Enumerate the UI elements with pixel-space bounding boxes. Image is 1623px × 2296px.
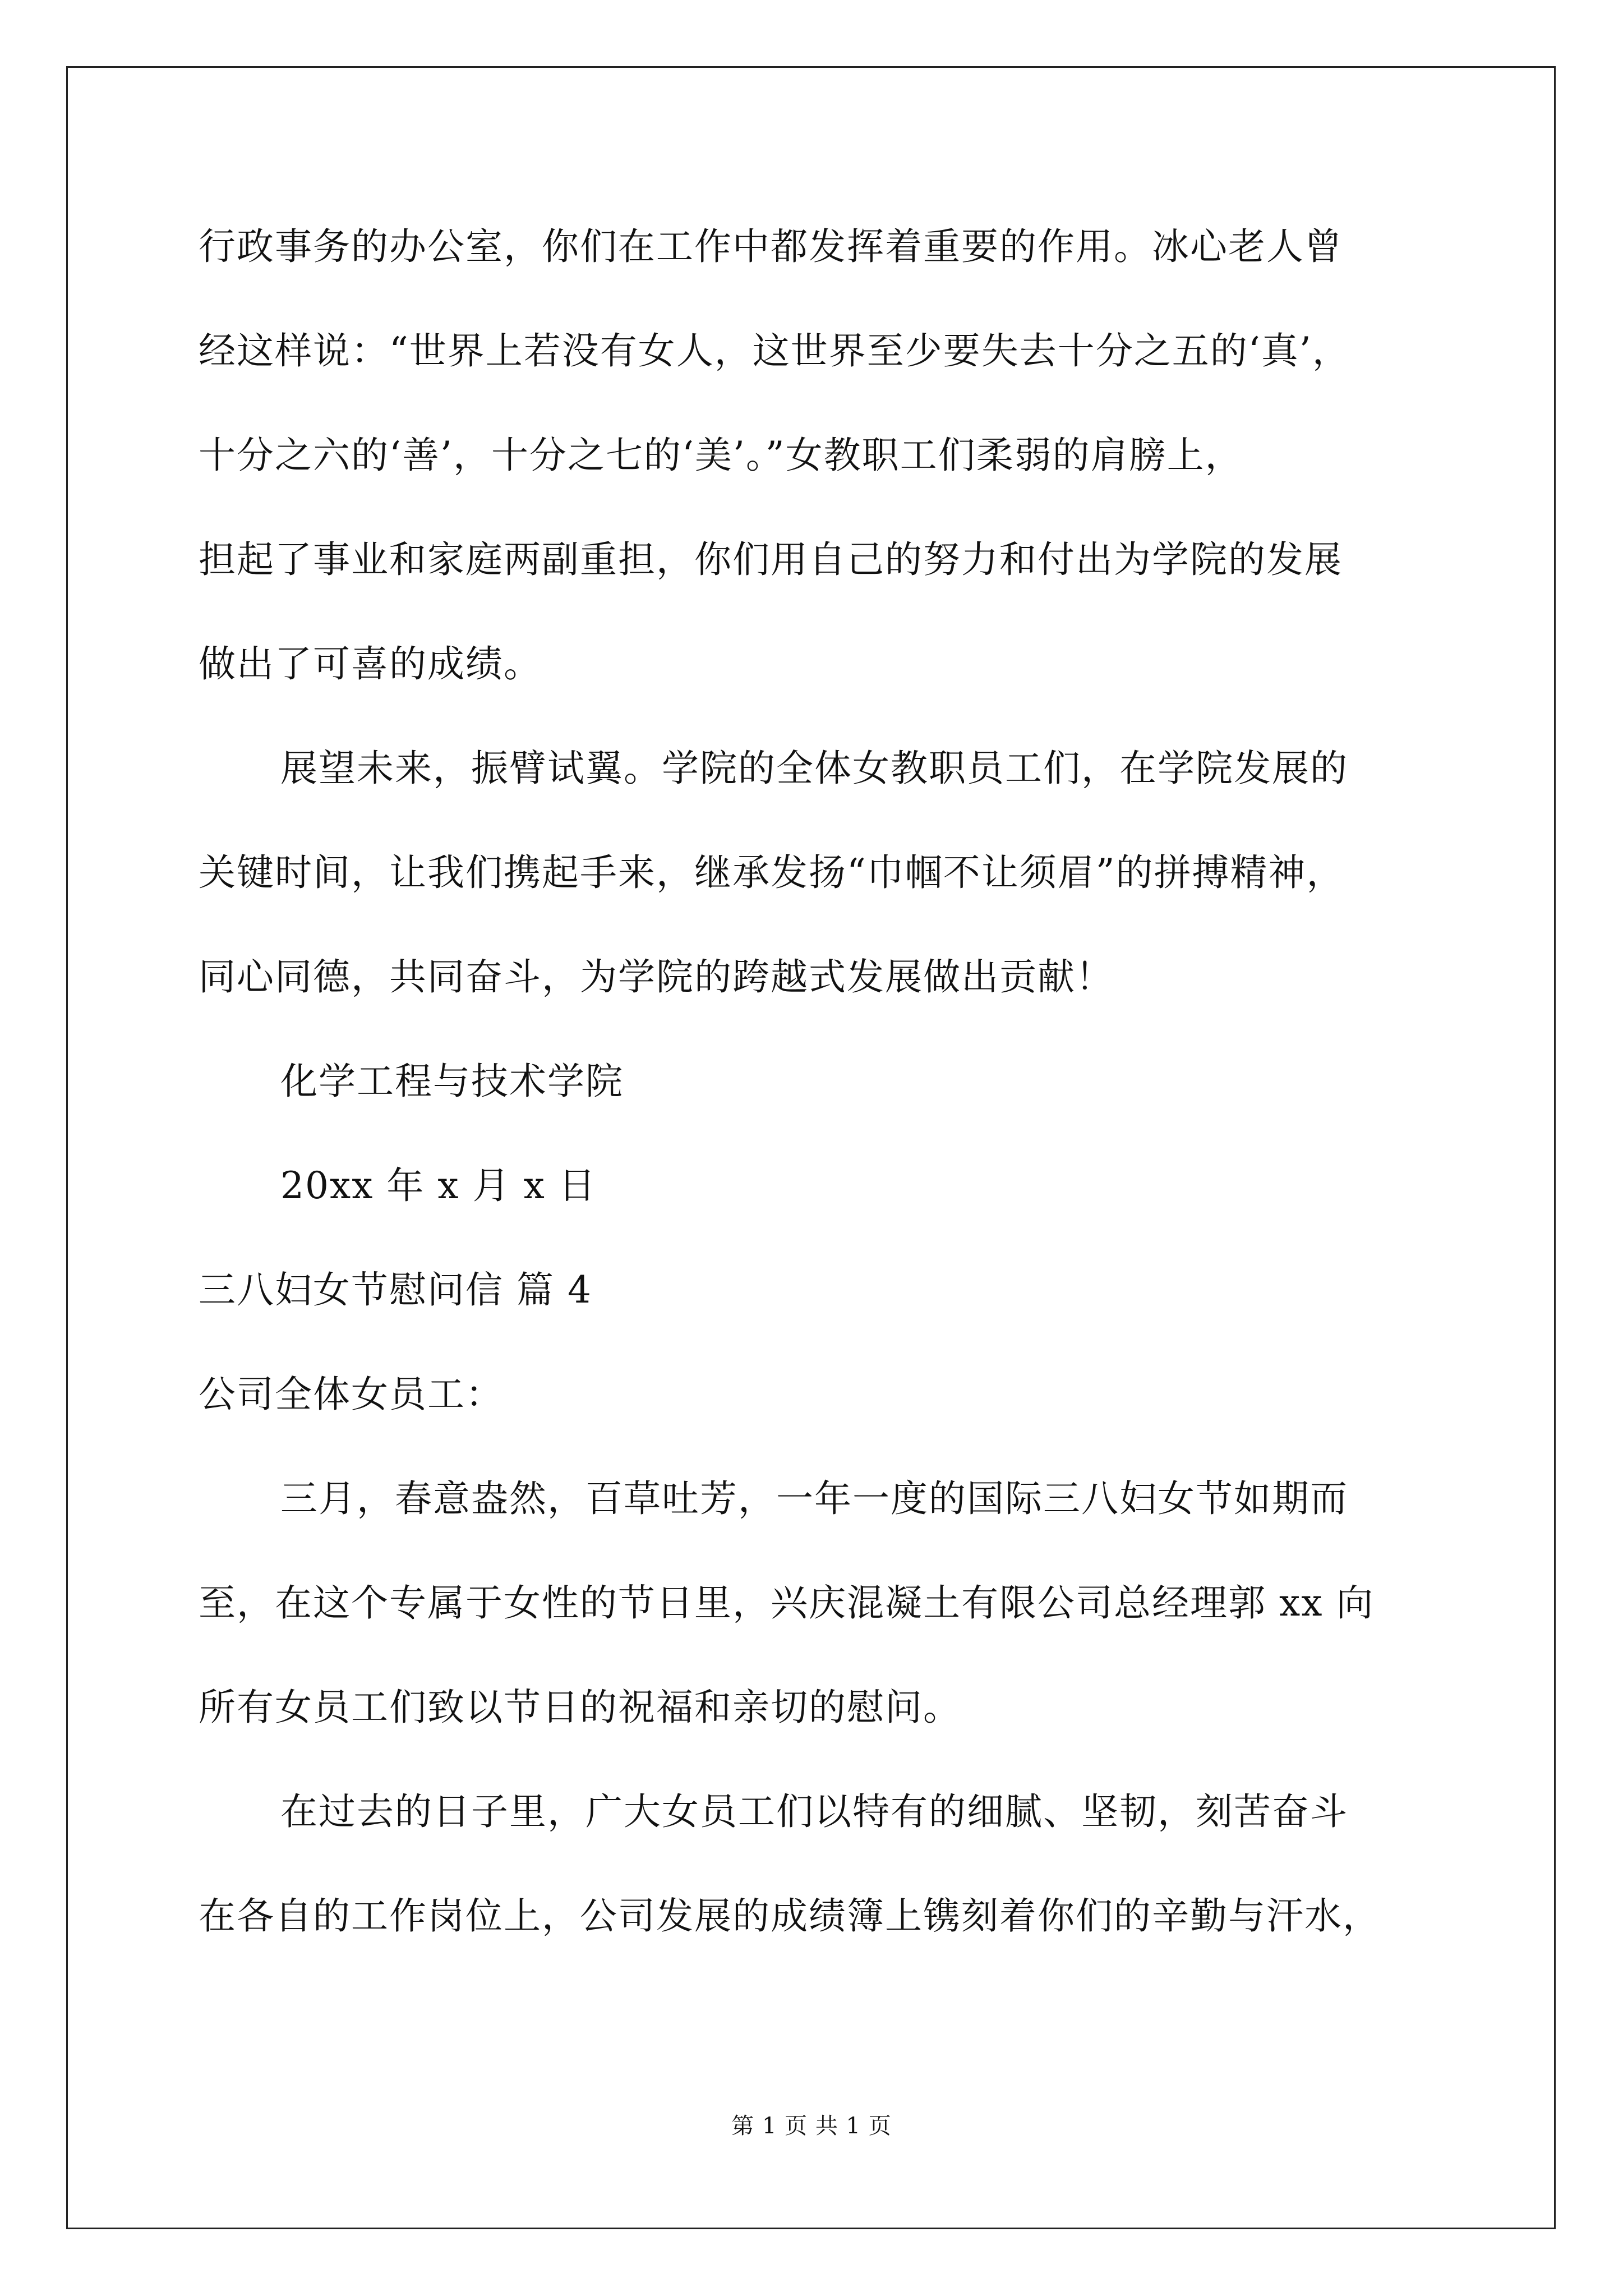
paragraph-line: 经这样说：“世界上若没有女人，这世界至少要失去十分之五的‘真’， <box>199 329 1350 372</box>
paragraph-line: 行政事务的办公室，你们在工作中都发挥着重要的作用。冰心老人曾 <box>199 225 1343 268</box>
paragraph-line: 在各自的工作岗位上，公司发展的成绩簿上镌刻着你们的辛勤与汗水， <box>199 1894 1381 1938</box>
paragraph-line: 担起了事业和家庭两副重担，你们用自己的努力和付出为学院的发展 <box>199 538 1343 581</box>
signature-date: 20xx 年 x 月 x 日 <box>280 1164 597 1207</box>
paragraph-line: 展望未来，振臂试翼。学院的全体女教职员工们，在学院发展的 <box>280 747 1348 790</box>
paragraph-line: 十分之六的‘善’，十分之七的‘美’。”女教职工们柔弱的肩膀上， <box>199 434 1243 477</box>
paragraph-line: 三月，春意盎然，百草吐芳，一年一度的国际三八妇女节如期而 <box>280 1477 1348 1520</box>
paragraph-line: 同心同德，共同奋斗，为学院的跨越式发展做出贡献！ <box>199 955 1114 999</box>
salutation: 公司全体女员工： <box>199 1373 504 1416</box>
paragraph-line: 至，在这个专属于女性的节日里，兴庆混凝土有限公司总经理郭 xx 向 <box>199 1581 1375 1625</box>
paragraph-line: 所有女员工们致以节日的祝福和亲切的慰问。 <box>199 1686 961 1729</box>
paragraph-line: 在过去的日子里，广大女员工们以特有的细腻、坚韧，刻苦奋斗 <box>280 1790 1348 1833</box>
paragraph-line: 关键时间，让我们携起手来，继承发扬“巾帼不让须眉”的拼搏精神， <box>199 851 1345 894</box>
paragraph-line: 做出了可喜的成绩。 <box>199 642 542 685</box>
section-heading: 三八妇女节慰问信 篇 4 <box>199 1268 592 1312</box>
signature-organization: 化学工程与技术学院 <box>280 1060 624 1103</box>
page-footer: 第 1 页 共 1 页 <box>731 2113 892 2139</box>
